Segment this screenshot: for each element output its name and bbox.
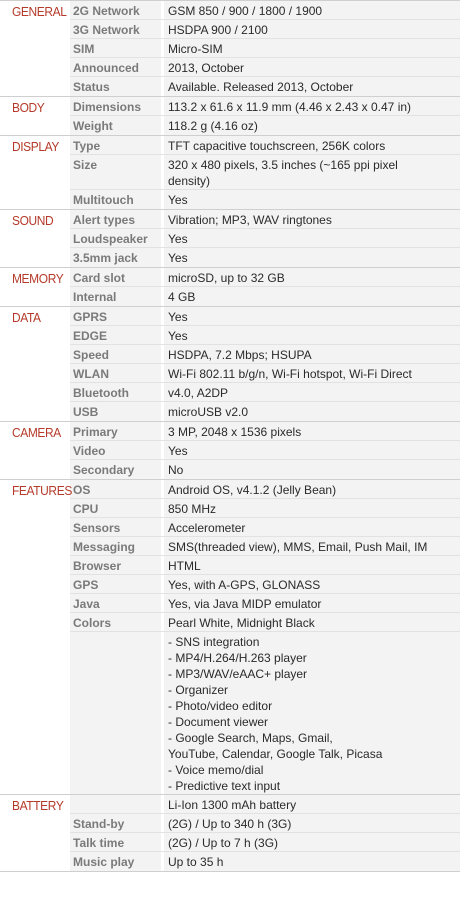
spec-row [70,556,460,575]
spec-name: 3G Network [70,20,161,38]
section-title: BATTERY [11,798,64,813]
spec-name: Primary [70,422,161,440]
spec-row [70,402,460,421]
section-rows [70,307,460,421]
spec-row [70,632,460,794]
spec-value: Yes [164,307,460,325]
spec-value: Android OS, v4.1.2 (Jelly Bean) [164,480,460,498]
spec-section-data [0,307,460,422]
spec-row [70,155,460,190]
spec-value: Available. Released 2013, October [164,77,460,96]
spec-row [70,248,460,267]
section-title: FEATURES [11,483,72,498]
spec-value: Wi-Fi 802.11 b/g/n, Wi-Fi hotspot, Wi-Fi Direct [164,364,460,382]
spec-row [70,287,460,306]
spec-value: SMS(threaded view), MMS, Email, Push Mail, IM [164,537,460,555]
spec-value: HSDPA 900 / 2100 [164,20,460,38]
spec-name: Loudspeaker [70,229,161,247]
spec-value: (2G) / Up to 7 h (3G) [164,833,460,851]
spec-row [70,460,460,479]
spec-value: Up to 35 h [164,852,460,871]
spec-value: 113.2 x 61.6 x 11.9 mm (4.46 x 2.43 x 0.47 in) [164,97,460,115]
spec-name: Weight [70,116,161,135]
spec-row [70,383,460,402]
spec-row [70,326,460,345]
section-title: BODY [11,100,45,115]
spec-section-body [0,97,460,136]
spec-name: Speed [70,345,161,363]
spec-name: Browser [70,556,161,574]
spec-section-camera [0,422,460,480]
spec-row [70,307,460,326]
spec-value: v4.0, A2DP [164,383,460,401]
section-title: DATA [11,310,41,325]
spec-name: Multitouch [70,190,161,209]
spec-value: 4 GB [164,287,460,306]
spec-row [70,537,460,556]
spec-row [70,518,460,537]
section-rows [70,97,460,135]
spec-row [70,364,460,383]
spec-value: 2013, October [164,58,460,76]
spec-name: Status [70,77,161,96]
spec-name: USB [70,402,161,421]
spec-row [70,795,460,814]
section-rows [70,268,460,306]
section-rows [70,480,460,794]
spec-name: 2G Network [70,1,161,19]
spec-value: HSDPA, 7.2 Mbps; HSUPA [164,345,460,363]
spec-name: Card slot [70,268,161,286]
spec-section-features [0,480,460,795]
spec-row [70,190,460,209]
spec-section-display [0,136,460,210]
spec-name: Stand-by [70,814,161,832]
section-title: GENERAL [11,4,67,19]
spec-value: Yes [164,248,460,267]
spec-value: - SNS integration - MP4/H.264/H.263 player - MP3/WAV/eAAC+ player - Organizer - Photo/video editor - Document viewer - Google Search, Maps, Gmail, YouTube, Calendar, Google Talk, Picasa - Voice memo/dial - Predictive text input [164,632,460,794]
spec-name: Sensors [70,518,161,536]
spec-value: 3 MP, 2048 x 1536 pixels [164,422,460,440]
spec-value: (2G) / Up to 340 h (3G) [164,814,460,832]
spec-row [70,852,460,871]
spec-row [70,229,460,248]
spec-value: Micro-SIM [164,39,460,57]
spec-name [70,795,161,813]
spec-name: Messaging [70,537,161,555]
spec-row [70,39,460,58]
spec-name: Internal [70,287,161,306]
spec-row [70,58,460,77]
spec-value: Yes [164,441,460,459]
spec-name: CPU [70,499,161,517]
spec-row [70,1,460,20]
spec-section-sound [0,210,460,268]
spec-row [70,833,460,852]
spec-name [70,632,161,794]
spec-name: Dimensions [70,97,161,115]
spec-section-general [0,1,460,97]
spec-value: 118.2 g (4.16 oz) [164,116,460,135]
section-rows [70,1,460,96]
spec-name: Bluetooth [70,383,161,401]
spec-row [70,499,460,518]
section-rows [70,422,460,479]
spec-row [70,480,460,499]
spec-name: OS [70,480,161,498]
section-rows [70,795,460,871]
spec-name: 3.5mm jack [70,248,161,267]
spec-name: GPRS [70,307,161,325]
spec-row [70,422,460,441]
spec-row [70,345,460,364]
spec-row [70,441,460,460]
spec-name: WLAN [70,364,161,382]
spec-value: TFT capacitive touchscreen, 256K colors [164,136,460,154]
spec-name: GPS [70,575,161,593]
spec-row [70,136,460,155]
spec-row [70,20,460,39]
spec-value: Yes [164,229,460,247]
spec-row [70,116,460,135]
spec-value: Yes, with A-GPS, GLONASS [164,575,460,593]
spec-row [70,97,460,116]
spec-value: Vibration; MP3, WAV ringtones [164,210,460,228]
spec-name: SIM [70,39,161,57]
spec-value: Yes [164,326,460,344]
spec-row [70,594,460,613]
spec-value: 320 x 480 pixels, 3.5 inches (~165 ppi pixel density) [164,155,460,189]
section-title: MEMORY [11,271,64,286]
section-title: DISPLAY [11,139,60,154]
spec-value: No [164,460,460,479]
spec-value: Pearl White, Midnight Black [164,613,460,631]
section-title: SOUND [11,213,54,228]
spec-value: microUSB v2.0 [164,402,460,421]
spec-section-battery [0,795,460,872]
spec-row [70,77,460,96]
spec-name: Talk time [70,833,161,851]
spec-value: Accelerometer [164,518,460,536]
spec-value: microSD, up to 32 GB [164,268,460,286]
section-title: CAMERA [11,425,61,440]
spec-name: Size [70,155,161,189]
spec-value: HTML [164,556,460,574]
spec-name: Video [70,441,161,459]
spec-section-memory [0,268,460,307]
spec-name: EDGE [70,326,161,344]
section-rows [70,210,460,267]
spec-value: Yes, via Java MIDP emulator [164,594,460,612]
spec-row [70,814,460,833]
spec-name: Java [70,594,161,612]
spec-name: Announced [70,58,161,76]
spec-name: Colors [70,613,161,631]
spec-value: 850 MHz [164,499,460,517]
spec-row [70,613,460,632]
spec-row [70,575,460,594]
spec-name: Alert types [70,210,161,228]
section-rows [70,136,460,209]
spec-value: GSM 850 / 900 / 1800 / 1900 [164,1,460,19]
spec-name: Type [70,136,161,154]
spec-name: Music play [70,852,161,871]
spec-name: Secondary [70,460,161,479]
spec-row [70,268,460,287]
spec-value: Yes [164,190,460,209]
spec-value: Li-Ion 1300 mAh battery [164,795,460,813]
spec-row [70,210,460,229]
